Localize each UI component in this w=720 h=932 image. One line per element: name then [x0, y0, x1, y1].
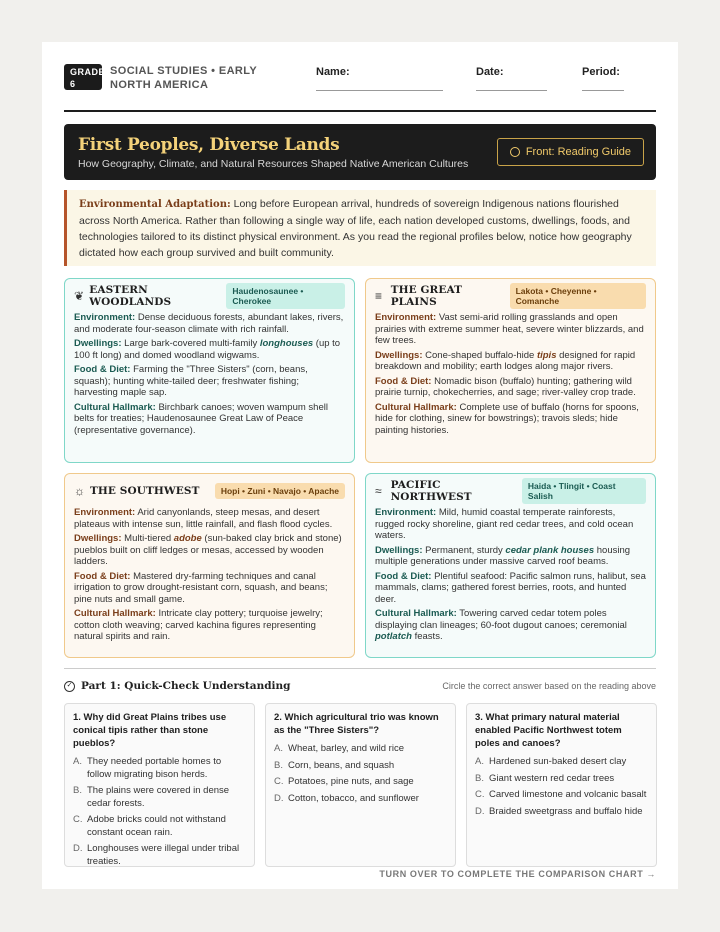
food-row: Food & Diet: Nomadic bison (buffalo) hunting; gathering wild prairie turnip, chokecherries, and sage; river-valley crop trade.: [375, 375, 636, 398]
question-text: 2. Which agricultural trio was known as the "Three Sisters"?: [274, 712, 439, 736]
food-row: Food & Diet: Farming the "Three Sisters" (corn, beans, squash); hunting white-tailed deer; freshwater fishing; harvesting maple sap.: [74, 364, 308, 398]
date-field[interactable]: [476, 66, 547, 91]
period-label: Period:: [582, 66, 620, 78]
region-tag: Haida • Tlingit • Coast Salish: [522, 478, 646, 504]
date-label: Date:: [476, 66, 504, 78]
compass-icon: [510, 147, 520, 157]
region-name: THE GREAT PLAINS: [390, 284, 463, 308]
page-subtitle: How Geography, Climate, and Natural Resources Shaped Native American Cultures: [78, 157, 469, 170]
region-tag: Hopi • Zuni • Navajo • Apache: [215, 483, 345, 499]
question-text: 1. Why did Great Plains tribes use conical tipis rather than stone pueblos?: [73, 712, 227, 749]
answer-option[interactable]: C. Carved limestone and volcanic basalt: [475, 789, 647, 800]
hallmark-row: Cultural Hallmark: Towering carved cedar totem poles displaying clan lineages; 60-foot dugout canoes; ceremonial potlatch feasts.: [375, 608, 627, 642]
worksheet-header: [64, 64, 656, 112]
footer-note: TURN OVER TO COMPLETE THE COMPARISON CHART →: [379, 869, 656, 879]
quiz-title: Part 1: Quick-Check Understanding: [81, 680, 291, 692]
answer-option[interactable]: A. Wheat, barley, and wild rice: [274, 743, 404, 754]
environment-row: Environment: Vast semi-arid rolling grasslands and open prairies with extreme summer heat, severe winter blizzards, and few trees.: [375, 312, 644, 346]
date-line: [476, 78, 547, 91]
region-grid: [64, 278, 656, 658]
region-card-eastern-woodlands: [64, 278, 355, 463]
reading-guide-label: Front: Reading Guide: [525, 146, 631, 158]
hallmark-row: Cultural Hallmark: Birchbark canoes; woven wampum shell belts for treaties; Haudenosaunee Great Law of Peace (representative governance).: [74, 401, 328, 436]
name-field[interactable]: [316, 66, 443, 91]
reading-guide-button[interactable]: [497, 138, 644, 166]
period-line: [582, 78, 624, 91]
food-row: Food & Diet: Plentiful seafood: Pacific salmon runs, halibut, sea mammals, clams; gathered forest berries, roots, and hunted deer.: [375, 570, 646, 605]
answer-option[interactable]: A. Hardened sun-baked desert clay: [475, 756, 627, 767]
quiz-header: [64, 668, 656, 697]
food-row: Food & Diet: Mastered dry-farming techniques and canal irrigation to grow drought-resistant corn, squash, and beans; pine nuts and small game.: [74, 570, 328, 605]
waves-icon: ≈: [375, 484, 382, 498]
page-title: First Peoples, Diverse Lands: [78, 134, 340, 155]
answer-option[interactable]: D. Longhouses were illegal under tribal treaties.: [73, 843, 240, 867]
region-card-pacific-northwest: [365, 473, 656, 658]
region-name: EASTERN WOODLANDS: [89, 284, 172, 308]
intro-box: [64, 190, 656, 266]
dwellings-row: Dwellings: Multi-tiered adobe (sun-baked clay brick and stone) pueblos built on cliff ledges or mesas, accessed by wooden ladders.: [74, 533, 342, 567]
grade-badge: GRADE 6: [64, 64, 102, 90]
dwellings-row: Dwellings: Permanent, sturdy cedar plank houses housing multiple generations under massive carved roof beams.: [375, 544, 631, 567]
title-banner: [64, 124, 656, 180]
region-tag: Haudenosaunee • Cherokee: [226, 283, 345, 309]
question-card: [265, 703, 456, 867]
leaf-icon: ❦: [74, 289, 85, 303]
answer-option[interactable]: C. Potatoes, pine nuts, and sage: [274, 776, 414, 787]
intro-lead: Environmental Adaptation:: [79, 199, 231, 210]
quiz-grid: [64, 703, 656, 867]
dwellings-row: Dwellings: Cone-shaped buffalo-hide tipis designed for rapid breakdown and mobility; earth lodges along major rivers.: [375, 349, 636, 372]
wind-icon: ≡: [375, 289, 383, 303]
environment-row: Environment: Arid canyonlands, steep mesas, and desert plateaus with intense sun, little rainfall, and flash flood cycles.: [74, 507, 333, 530]
answer-option[interactable]: B. Corn, beans, and squash: [274, 759, 395, 771]
question-text: 3. What primary natural material enabled Pacific Northwest totem poles and canoes?: [475, 712, 622, 749]
answer-option[interactable]: D. Cotton, tobacco, and sunflower: [274, 792, 419, 804]
sun-icon: ☼: [74, 484, 85, 498]
question-card: [466, 703, 657, 867]
name-label: Name:: [316, 66, 350, 78]
region-tag: Lakota • Cheyenne • Comanche: [510, 283, 646, 309]
subject-label: SOCIAL STUDIES • EARLY NORTH AMERICA: [110, 65, 257, 91]
name-line: [316, 78, 443, 91]
answer-option[interactable]: B. The plains were covered in dense cedar forests.: [73, 785, 230, 809]
answer-option[interactable]: A. They needed portable homes to follow migrating bison herds.: [73, 756, 222, 780]
worksheet-page: [42, 42, 678, 889]
region-name: PACIFIC NORTHWEST: [390, 479, 472, 503]
question-card: [64, 703, 255, 867]
region-card-southwest: [64, 473, 355, 658]
hallmark-row: Cultural Hallmark: Complete use of buffalo (horns for spoons, hide for clothing, sinew for bowstrings); travois sleds; hide painting histories.: [375, 401, 639, 436]
region-card-great-plains: [365, 278, 656, 463]
intro-text: Long before European arrival, hundreds of sovereign Indigenous nations flourished across North America. Rather than following a single way of life, each nation developed customs, dwellings, foods, and technologies tailored to its distinct physical environment. As you read the regional profiles below, notice how geography dictated how each group survived and built community.: [79, 198, 632, 259]
period-field[interactable]: [582, 66, 624, 91]
check-circle-icon: ✓: [64, 681, 75, 692]
environment-row: Environment: Dense deciduous forests, abundant lakes, rivers, and moderate four-season climate with rich rainfall.: [74, 312, 344, 335]
answer-option[interactable]: C. Adobe bricks could not withstand constant ocean rain.: [73, 814, 226, 838]
answer-option[interactable]: D. Braided sweetgrass and buffalo hide: [475, 805, 643, 817]
answer-option[interactable]: B. Giant western red cedar trees: [475, 772, 615, 784]
region-name: THE SOUTHWEST: [90, 485, 200, 497]
dwellings-row: Dwellings: Large bark-covered multi-family longhouses (up to 100 ft long) and domed woodland wigwams.: [74, 338, 341, 361]
environment-row: Environment: Mild, humid coastal temperate rainforests, rugged rocky shoreline, giant red cedar trees, and cold ocean waters.: [375, 507, 634, 541]
hallmark-row: Cultural Hallmark: Intricate clay pottery; turquoise jewelry; cotton cloth weaving; carved kachina figures representing natural spirits and rain.: [74, 608, 323, 642]
quiz-instruction: Circle the correct answer based on the reading above: [442, 681, 656, 691]
